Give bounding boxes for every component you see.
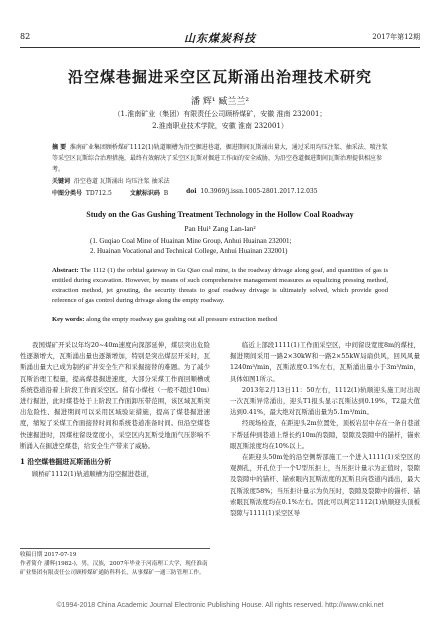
affiliation-en-2: 2. Huainan Vocational and Technical College, Anhui Huainan 232001) [90,247,288,255]
footnote [20,548,210,578]
body-right-column [230,340,420,519]
affiliation-en-1: (1. Guqiao Coal Mine of Huainan Mine Group, Anhui Huainan 232001; [90,237,292,245]
abstract-text: 淮南矿业集团顾桥煤矿1112(1)轨道顺槽为沿空掘进巷道，掘进期间瓦斯涌出量大，通过采用均压注浆、抽采法、喷注浆等采空区瓦斯综合治理措施，最终有效解决了采空区瓦斯对掘进工作面的安全威胁，为沿空巷道掘进期间瓦斯治理提供相应参考。 [52,144,388,173]
keywords-en-label: Key words: [52,316,85,323]
body-paragraph: 在距迎头50m处的沿空侧帮部施工一个进入1111(1)采空区的观测孔，开孔位于一个U型压拒上，当压拒计量示为正值时，裂隙及裂隙中的锚杆、锚索眼内瓦斯浓度的瓦斯且向巷道内涌出，最大瓦斯浓度58%；当压拒计量示为负压时，裂隙及裂隙中的锚杆、锚索眼瓦斯浓度均在0.1%左右。因此可以判定1112(1)轨顺迎头顶板裂隙与1111(1)采空区导 [230,453,420,518]
doi: doi 10.3969/j.issn.1005-2801.2017.12.035 [186,188,318,195]
header-divider [20,47,420,48]
keywords-label: 关键词 [52,178,71,185]
abstract-chinese [52,142,388,175]
abstract-label: 摘 要 [52,144,67,151]
issue-label: 2017年第12期 [372,33,420,41]
abstract-en-label: Abstract: [52,267,79,274]
body-paragraph: 临近上部段1111(1)工作面采空区，中间留设宽度8m的煤柱，掘进期间采用一路2×30kW和一路2×55kW局扇供风，回风风量1240m³/min，瓦斯浓度0.1%左右，瓦斯涌出量小于3m³/min，具体如图1所示。 [230,341,420,383]
journal-name: 山东煤炭科技 [184,32,256,45]
author-bio: 作者简介 潘辉(1982-)，男，汉族，2007年毕业于河南理工大学，现任淮南矿业集团有限责任公司顾桥煤矿通防科科长，从事煤矿一通三防管理工作。 [20,561,208,576]
page-number: 82 [20,32,31,41]
affiliation-1: （1.淮南矿业（集团）有限责任公司顾桥煤矿，安徽 淮南 232001； [113,110,327,118]
body-paragraph: 我国煤矿开采以年均20~40m速度向深部延伸，煤层突出危险性逐渐增大，瓦斯涌出量也逐渐增加，特别是突出煤层开采时，瓦斯涌出量大已成为制约矿井安全生产和采掘接替的难题。为了减少瓦斯治理工程量，提高煤巷掘进速度，大部分采煤工作面回顺槽或系统巷道沿着上阶段工作面采空区。留有小煤柱（一般不超过10m）进行掘进，此时煤巷处于上阶段工作面卸压带范围，该区域瓦斯突出危险性、掘进期间可以采用区域验证措施，提高了煤巷掘进速度，缩短了采煤工作面接替时间和系统巷道准备时间。但沿空煤巷快速掘进时，因煤柱留设宽度小，采空区内瓦斯受地面气压影响不断涌入在掘进空煤巷，给安全生产带来了威胁。 [20,341,210,450]
document-code: 文献标识码 B [129,190,169,197]
keywords-text: 沿空巷道 瓦斯涌出 均压注浆 抽采法 [73,178,170,185]
abstract-en-text: The 1112 (1) the orbital gateway in Gu Qiao coal mine, is the roadway drivage along goaf, and quantities of gas is entitled during excavation. However, by means of such comprehensive management measures as equalizing pressing method, extraction method, jet grouting, the security threats to goaf roadway drivage is ultimately solved, which provide good reference of gas control during drivage along the empty roadway. [52,267,389,304]
clc-number: 中图分类号 TD712.5 [52,190,112,197]
received-date: 收稿日期 2017-07-19 [20,552,77,558]
section-heading: 1 沿空煤巷掘进瓦斯涌出分析 [20,457,112,467]
keywords-en-text: along the empty roadway gas gushing out all pressure extraction method [86,316,278,323]
copyright-notice: ©1994-2018 China Academic Journal Electronic Publishing House. All rights reserved. http://www.cnki.net [56,602,384,609]
affiliations-chinese [0,108,440,132]
body-paragraph: 顾桥矿1112(1)轨道顺槽为沿空掘进巷道， [32,470,154,479]
keywords-english [52,316,388,323]
authors-chinese: 潘 辉¹ 臧兰兰² [191,97,249,107]
body-paragraph: 经现场检查，在距迎头2m位置处，顶板岩层中存在一条自巷道下帮延伸到巷道上帮长约10m的裂隙，裂隙及裂隙中的锚杆，锚索眼瓦斯浓度均在10%以上。 [230,419,420,450]
page-header [20,30,420,46]
title-chinese: 沿空煤巷掘进采空区瓦斯涌出治理技术研究 [67,68,372,86]
title-english: Study on the Gas Gushing Treatment Technology in the Hollow Coal Roadway [86,210,354,219]
body-paragraph: 2013年2月13日11：50左右，1112(1)轨顺迎头施工时出现一次瓦斯异常涌出，迎头T1报头显示瓦斯达到0.19%，T2最大值达到0.41%，最大绝对瓦斯涌出量为5.1m³/min。 [230,385,420,417]
keywords-chinese [52,176,388,185]
abstract-english [52,266,388,306]
body-left-column [20,340,210,480]
classification-row [52,188,388,197]
affiliations-english [90,236,380,256]
authors-english: Pan Hui¹ Zang Lan-lan² [184,224,256,233]
affiliation-2: 2.淮南职业技术学院，安徽 淮南 232001） [152,122,288,130]
